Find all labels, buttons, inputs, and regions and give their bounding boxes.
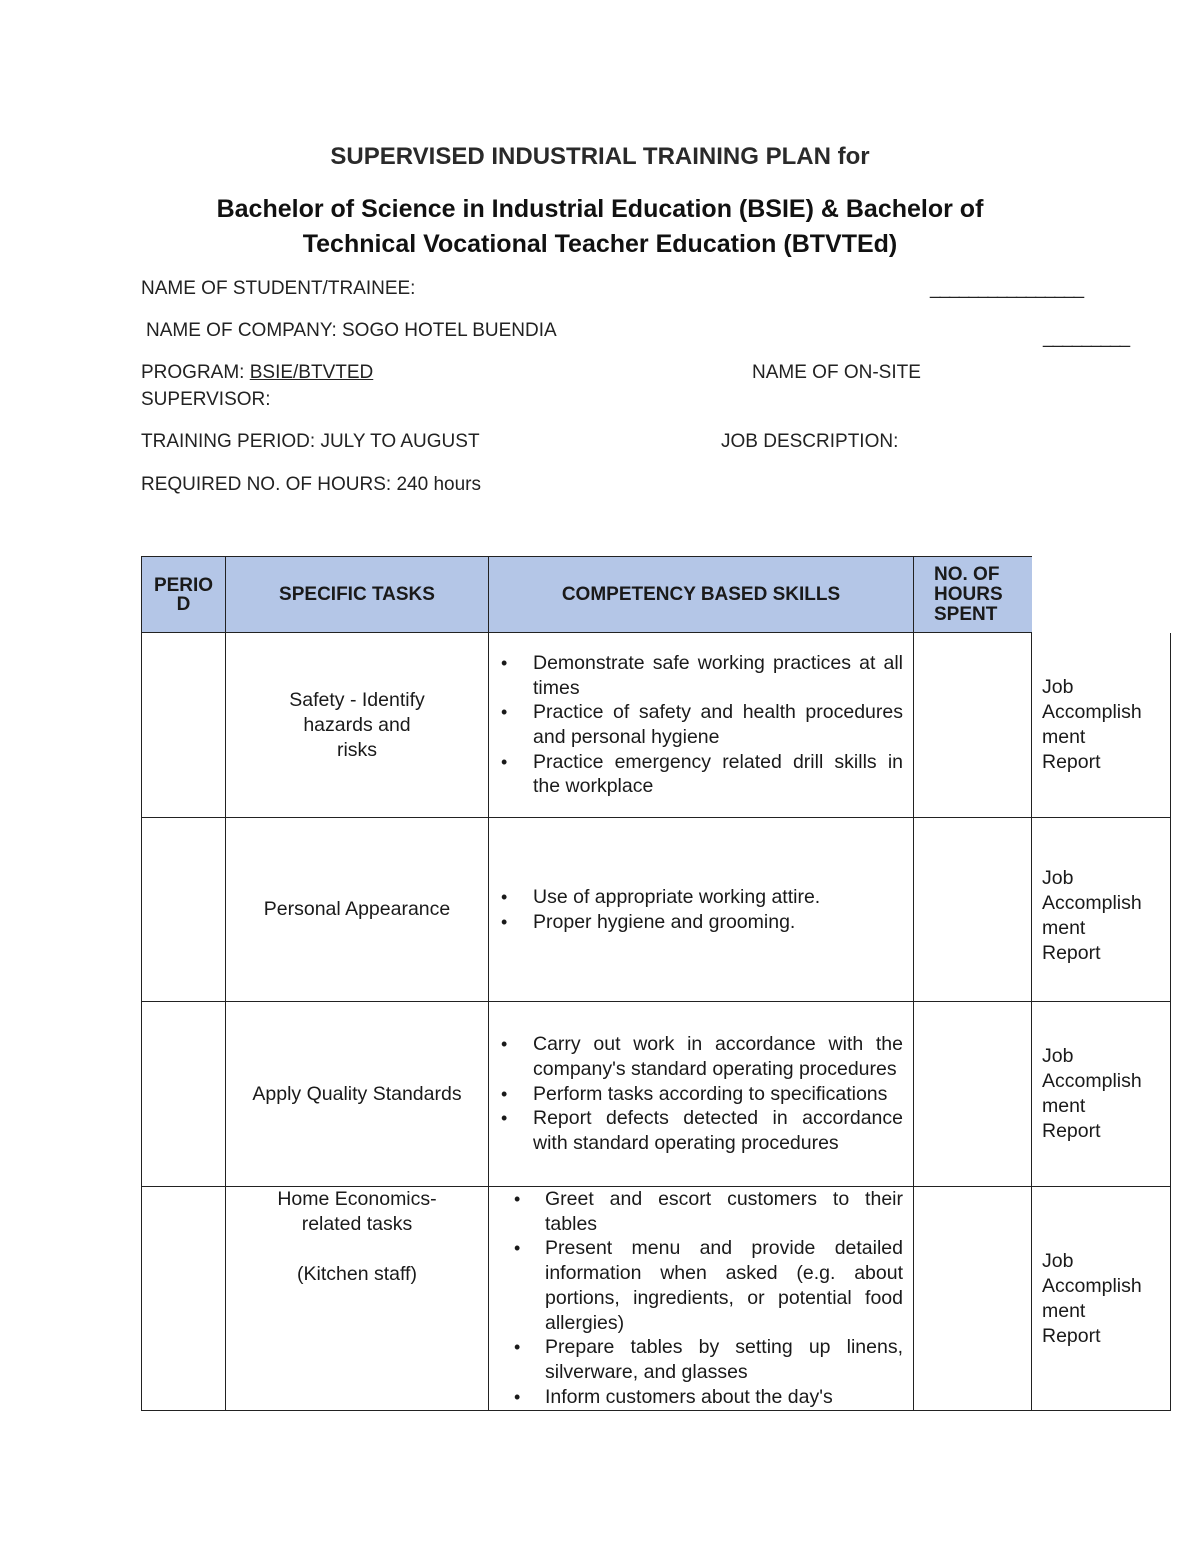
- job-description-label: JOB DESCRIPTION:: [721, 431, 899, 452]
- skill-item: • Demonstrate safe working practices at all times: [497, 651, 903, 700]
- result-line: Report: [1042, 750, 1101, 773]
- period-cell: [142, 818, 226, 1002]
- header-hours-line-3: SPENT: [934, 603, 998, 625]
- skills-cell: [489, 818, 914, 1002]
- skill-item: • Practice of safety and health procedures and personal hygiene: [497, 700, 903, 749]
- task-cell: [226, 633, 489, 818]
- header-hours-spent: [914, 557, 1032, 633]
- task-cell: [226, 1187, 489, 1411]
- task-cell: [226, 1002, 489, 1187]
- result-line: Accomplish: [1042, 1070, 1142, 1092]
- result-line: Job: [1042, 866, 1074, 889]
- result-line: ment: [1042, 916, 1086, 939]
- skill-item: • Report defects detected in accordance with standard operating procedures: [497, 1106, 903, 1155]
- table-row: [142, 1002, 1171, 1187]
- skills-cell: [489, 633, 914, 818]
- task-line: Apply Quality Standards: [252, 1082, 462, 1105]
- task-line: Safety - Identify: [289, 688, 425, 711]
- period-cell: [142, 1002, 226, 1187]
- table-header-row: [142, 557, 1171, 633]
- header-period: [142, 557, 226, 633]
- skill-item: • Prepare tables by setting up linens, silverware, and glasses: [497, 1335, 903, 1384]
- header-period-line-1: PERIO: [153, 574, 214, 596]
- header-hours-line-1: NO. OF: [934, 563, 1000, 585]
- skill-item: • Perform tasks according to specifications: [497, 1082, 903, 1107]
- supervisor-label-2: SUPERVISOR:: [141, 389, 271, 410]
- company-name-blank: _________: [1043, 327, 1130, 348]
- skill-item: • Carry out work in accordance with the company's standard operating procedures: [497, 1032, 903, 1081]
- hours-cell: [914, 818, 1032, 1002]
- header-period-line-2: D: [176, 593, 191, 615]
- task-line: Home Economics-: [277, 1188, 437, 1210]
- skills-cell: [489, 1187, 914, 1411]
- task-cell: [226, 818, 489, 1002]
- period-cell: [142, 633, 226, 818]
- result-cell: [1032, 1002, 1171, 1187]
- program-label: PROGRAM:: [141, 362, 250, 383]
- header-hours-line-2: HOURS: [934, 583, 1003, 605]
- task-line: [226, 1237, 488, 1262]
- period-cell: [142, 1187, 226, 1411]
- result-line: Report: [1042, 941, 1101, 964]
- task-line: Personal Appearance: [263, 898, 451, 920]
- task-line: related tasks: [301, 1213, 413, 1235]
- program-field: [141, 362, 373, 384]
- result-line: Report: [1042, 1120, 1101, 1142]
- training-period-field: TRAINING PERIOD: JULY TO AUGUST: [141, 431, 480, 452]
- header-specific-tasks: SPECIFIC TASKS: [226, 557, 489, 633]
- result-line: Job: [1042, 1249, 1074, 1272]
- result-line: ment: [1042, 1095, 1086, 1117]
- result-line: Accomplish: [1042, 1274, 1142, 1297]
- skill-item: • Use of appropriate working attire.: [497, 885, 903, 910]
- result-cell: [1032, 1187, 1171, 1411]
- student-name-label: NAME OF STUDENT/TRAINEE:: [141, 278, 416, 299]
- subtitle-line-2: Technical Vocational Teacher Education (BTVTEd): [302, 230, 898, 258]
- task-line: (Kitchen staff): [297, 1263, 417, 1285]
- program-value: BSIE/BTVTED: [249, 362, 374, 383]
- result-line: Accomplish: [1042, 700, 1142, 723]
- skill-item: • Proper hygiene and grooming.: [497, 910, 903, 935]
- task-line: risks: [336, 738, 378, 761]
- training-plan-table: [141, 556, 1171, 1411]
- company-name-label: NAME OF COMPANY: SOGO HOTEL BUENDIA: [146, 320, 557, 341]
- header-competency-skills: COMPETENCY BASED SKILLS: [489, 557, 914, 633]
- skills-cell: [489, 1002, 914, 1187]
- result-line: ment: [1042, 725, 1086, 748]
- result-line: ment: [1042, 1299, 1086, 1322]
- hours-cell: [914, 1002, 1032, 1187]
- skill-item: • Inform customers about the day's: [497, 1385, 903, 1409]
- skill-item: • Present menu and provide detailed information when asked (e.g. about portions, ingredients, or potential food allergies): [497, 1236, 903, 1335]
- document-subtitle: [0, 192, 1200, 262]
- hours-cell: [914, 1187, 1032, 1411]
- table-row: [142, 633, 1171, 818]
- task-line: hazards and: [303, 713, 411, 736]
- result-cell: [1032, 633, 1171, 818]
- header-empty-cell: [1032, 557, 1171, 633]
- subtitle-line-1: Bachelor of Science in Industrial Education (BSIE) & Bachelor of: [216, 195, 984, 223]
- required-hours-field: REQUIRED NO. OF HOURS: 240 hours: [141, 474, 481, 495]
- table-row: [142, 818, 1171, 1002]
- student-name-blank: ________________: [930, 278, 1084, 299]
- skill-item: • Greet and escort customers to their tables: [497, 1187, 903, 1236]
- hours-cell: [914, 633, 1032, 818]
- result-cell: [1032, 818, 1171, 1002]
- result-line: Report: [1042, 1324, 1101, 1347]
- result-line: Job: [1042, 675, 1074, 698]
- table-row: [142, 1187, 1171, 1411]
- result-line: Accomplish: [1042, 891, 1142, 914]
- document-title: SUPERVISED INDUSTRIAL TRAINING PLAN for: [330, 143, 870, 170]
- supervisor-label-1: NAME OF ON-SITE: [752, 362, 921, 383]
- result-line: Job: [1042, 1045, 1074, 1067]
- skill-item: • Practice emergency related drill skills in the workplace: [497, 750, 903, 799]
